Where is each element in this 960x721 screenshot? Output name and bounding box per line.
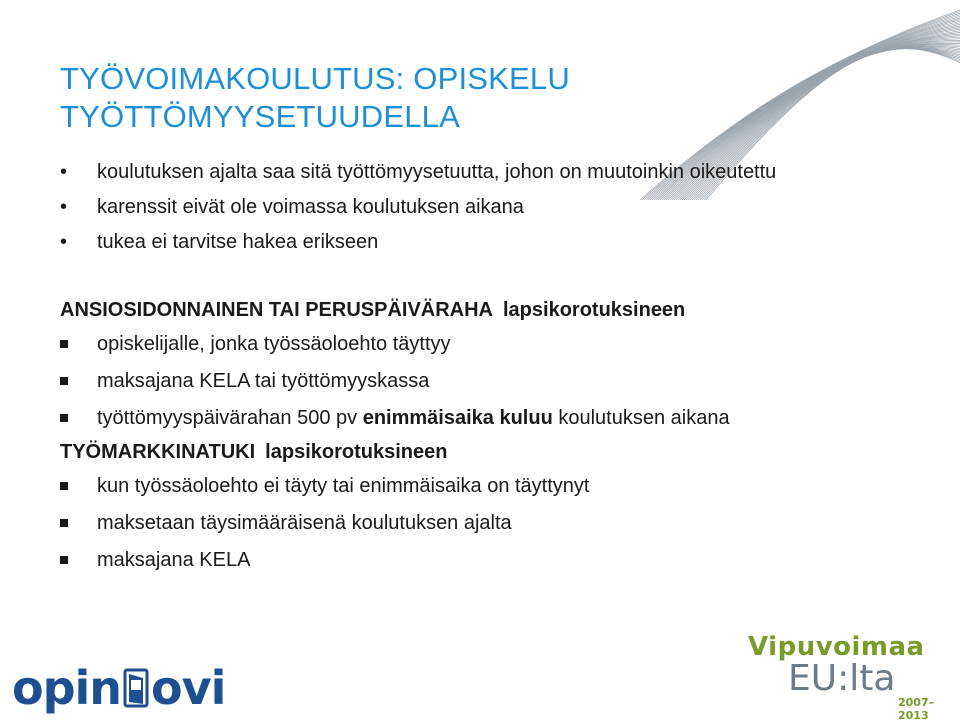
list-item [60, 195, 920, 219]
list-item-text-bold: enimmäisaika kuluu [362, 407, 553, 429]
eu-logo-years: 2007–2013 [898, 696, 935, 721]
list-item-text: opiskelijalle, jonka työssäoloehto täyttyy [97, 333, 451, 355]
square-bullet-icon [60, 482, 68, 490]
list-item-text: karenssit eivät ole voimassa koulutuksen aikana [97, 196, 524, 218]
page-title [60, 60, 760, 136]
bullet-dot-icon: • [60, 231, 68, 253]
list-item-text: koulutuksen ajalta saa sitä työttömyysetuutta, johon on muutoinkin oikeutettu [97, 161, 777, 183]
list-item [60, 332, 920, 356]
list-item [60, 406, 857, 430]
list-item-text-prefix: työttömyyspäivärahan 500 pv [97, 407, 358, 429]
list-item-text: tukea ei tarvitse hakea erikseen [97, 231, 379, 253]
bullet-dot-icon: • [60, 161, 68, 183]
section-heading-ansiosidonnainen [60, 298, 920, 322]
section-heading-text: ANSIOSIDONNAINEN TAI PERUSPÄIVÄRAHA [60, 299, 493, 321]
title-line-1: TYÖVOIMAKOULUTUS: OPISKELU [60, 61, 570, 96]
list-item-text: maksajana KELA tai työttömyyskassa [97, 370, 430, 392]
list-item-text: maksajana KELA [97, 549, 251, 571]
opinovi-logo-text-part1: opin [12, 661, 122, 715]
list-item [60, 548, 920, 572]
square-bullet-icon [60, 556, 68, 564]
door-icon [123, 668, 149, 708]
section-heading-text: TYÖMARKKINATUKI [60, 441, 256, 463]
slide-content [60, 160, 920, 572]
opinovi-logo [12, 660, 225, 716]
vipuvoimaa-eu-logo [748, 632, 948, 720]
list-item-text: maksetaan täysimääräisenä koulutuksen ajalta [97, 512, 512, 534]
square-bullet-icon [60, 377, 68, 385]
opinovi-logo-text-part2: ovi [151, 661, 226, 715]
list-item [60, 230, 920, 254]
square-bullet-icon [60, 340, 68, 348]
eu-logo-top-text: Vipuvoimaa [748, 632, 925, 662]
bullet-dot-icon: • [60, 196, 68, 218]
list-item [60, 160, 920, 184]
eu-logo-mid-text: EU:lta [788, 658, 896, 699]
section-heading-suffix: lapsikorotuksineen [265, 441, 448, 463]
list-item [60, 369, 920, 393]
section-heading-suffix: lapsikorotuksineen [503, 299, 686, 321]
list-item-text: kun työssäoloehto ei täyty tai enimmäisaika on täyttynyt [97, 475, 590, 497]
list-item-text-suffix: koulutuksen aikana [558, 407, 730, 429]
square-bullet-icon [60, 414, 68, 422]
list-item [60, 474, 920, 498]
section-heading-tyomarkkinatuki [60, 440, 920, 464]
square-bullet-icon [60, 519, 68, 527]
title-line-2: TYÖTTÖMYYSETUUDELLA [60, 99, 460, 134]
list-item [60, 511, 920, 535]
